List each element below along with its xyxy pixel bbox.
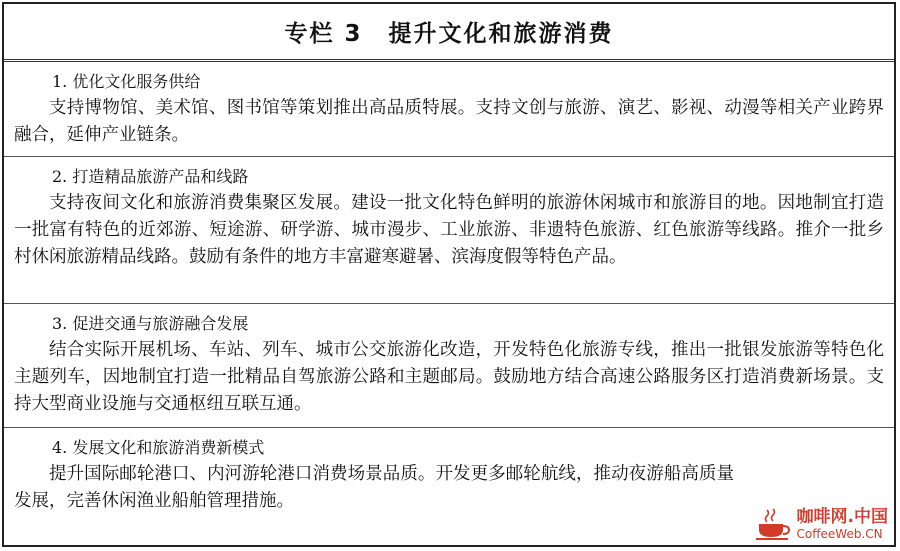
section-heading: 4. 发展文化和旅游消费新模式 [52, 438, 265, 457]
section-3 [4, 304, 894, 428]
section-body: 提升国际邮轮港口、内河游轮港口消费场景品质。开发更多邮轮航线，推动夜游船高质量发展，完善休闲渔业船舶管理措施。 [14, 464, 734, 511]
section-2 [4, 157, 894, 304]
box-title-number: 专栏 3 [284, 21, 363, 47]
section-body: 支持博物馆、美术馆、图书馆等策划推出高品质特展。支持文创与旅游、演艺、影视、动漫等相关产业跨界融合，延伸产业链条。 [14, 98, 884, 145]
section-1 [4, 62, 894, 157]
column-box [2, 2, 896, 547]
section-heading: 2. 打造精品旅游产品和线路 [52, 167, 249, 186]
box-title-text: 提升文化和旅游消费 [388, 21, 614, 47]
watermark-en: CoffeeWeb.CN [796, 526, 883, 541]
box-title [284, 15, 613, 48]
box-title-row [4, 4, 894, 62]
watermark-cn: 咖啡网.中国 [796, 506, 888, 527]
watermark [755, 507, 888, 541]
section-body: 支持夜间文化和旅游消费集聚区发展。建设一批文化特色鲜明的旅游休闲城市和旅游目的地。因地制宜打造一批富有特色的近郊游、短途游、研学游、城市漫步、工业旅游、非遗特色旅游、红色旅游等线路。推介一批乡村休闲旅游精品线路。鼓励有条件的地方丰富避寒避暑、滨海度假等特色产品。 [14, 193, 884, 267]
section-body: 结合实际开展机场、车站、列车、城市公交旅游化改造，开发特色化旅游专线，推出一批银发旅游等特色化主题列车，因地制宜打造一批精品自驾旅游公路和主题邮局。鼓励地方结合高速公路服务区打造消费新场景。支持大型商业设施与交通枢纽互联互通。 [14, 340, 884, 414]
coffee-cup-icon [755, 507, 793, 541]
section-heading: 3. 促进交通与旅游融合发展 [52, 314, 249, 333]
section-heading: 1. 优化文化服务供给 [52, 72, 201, 91]
